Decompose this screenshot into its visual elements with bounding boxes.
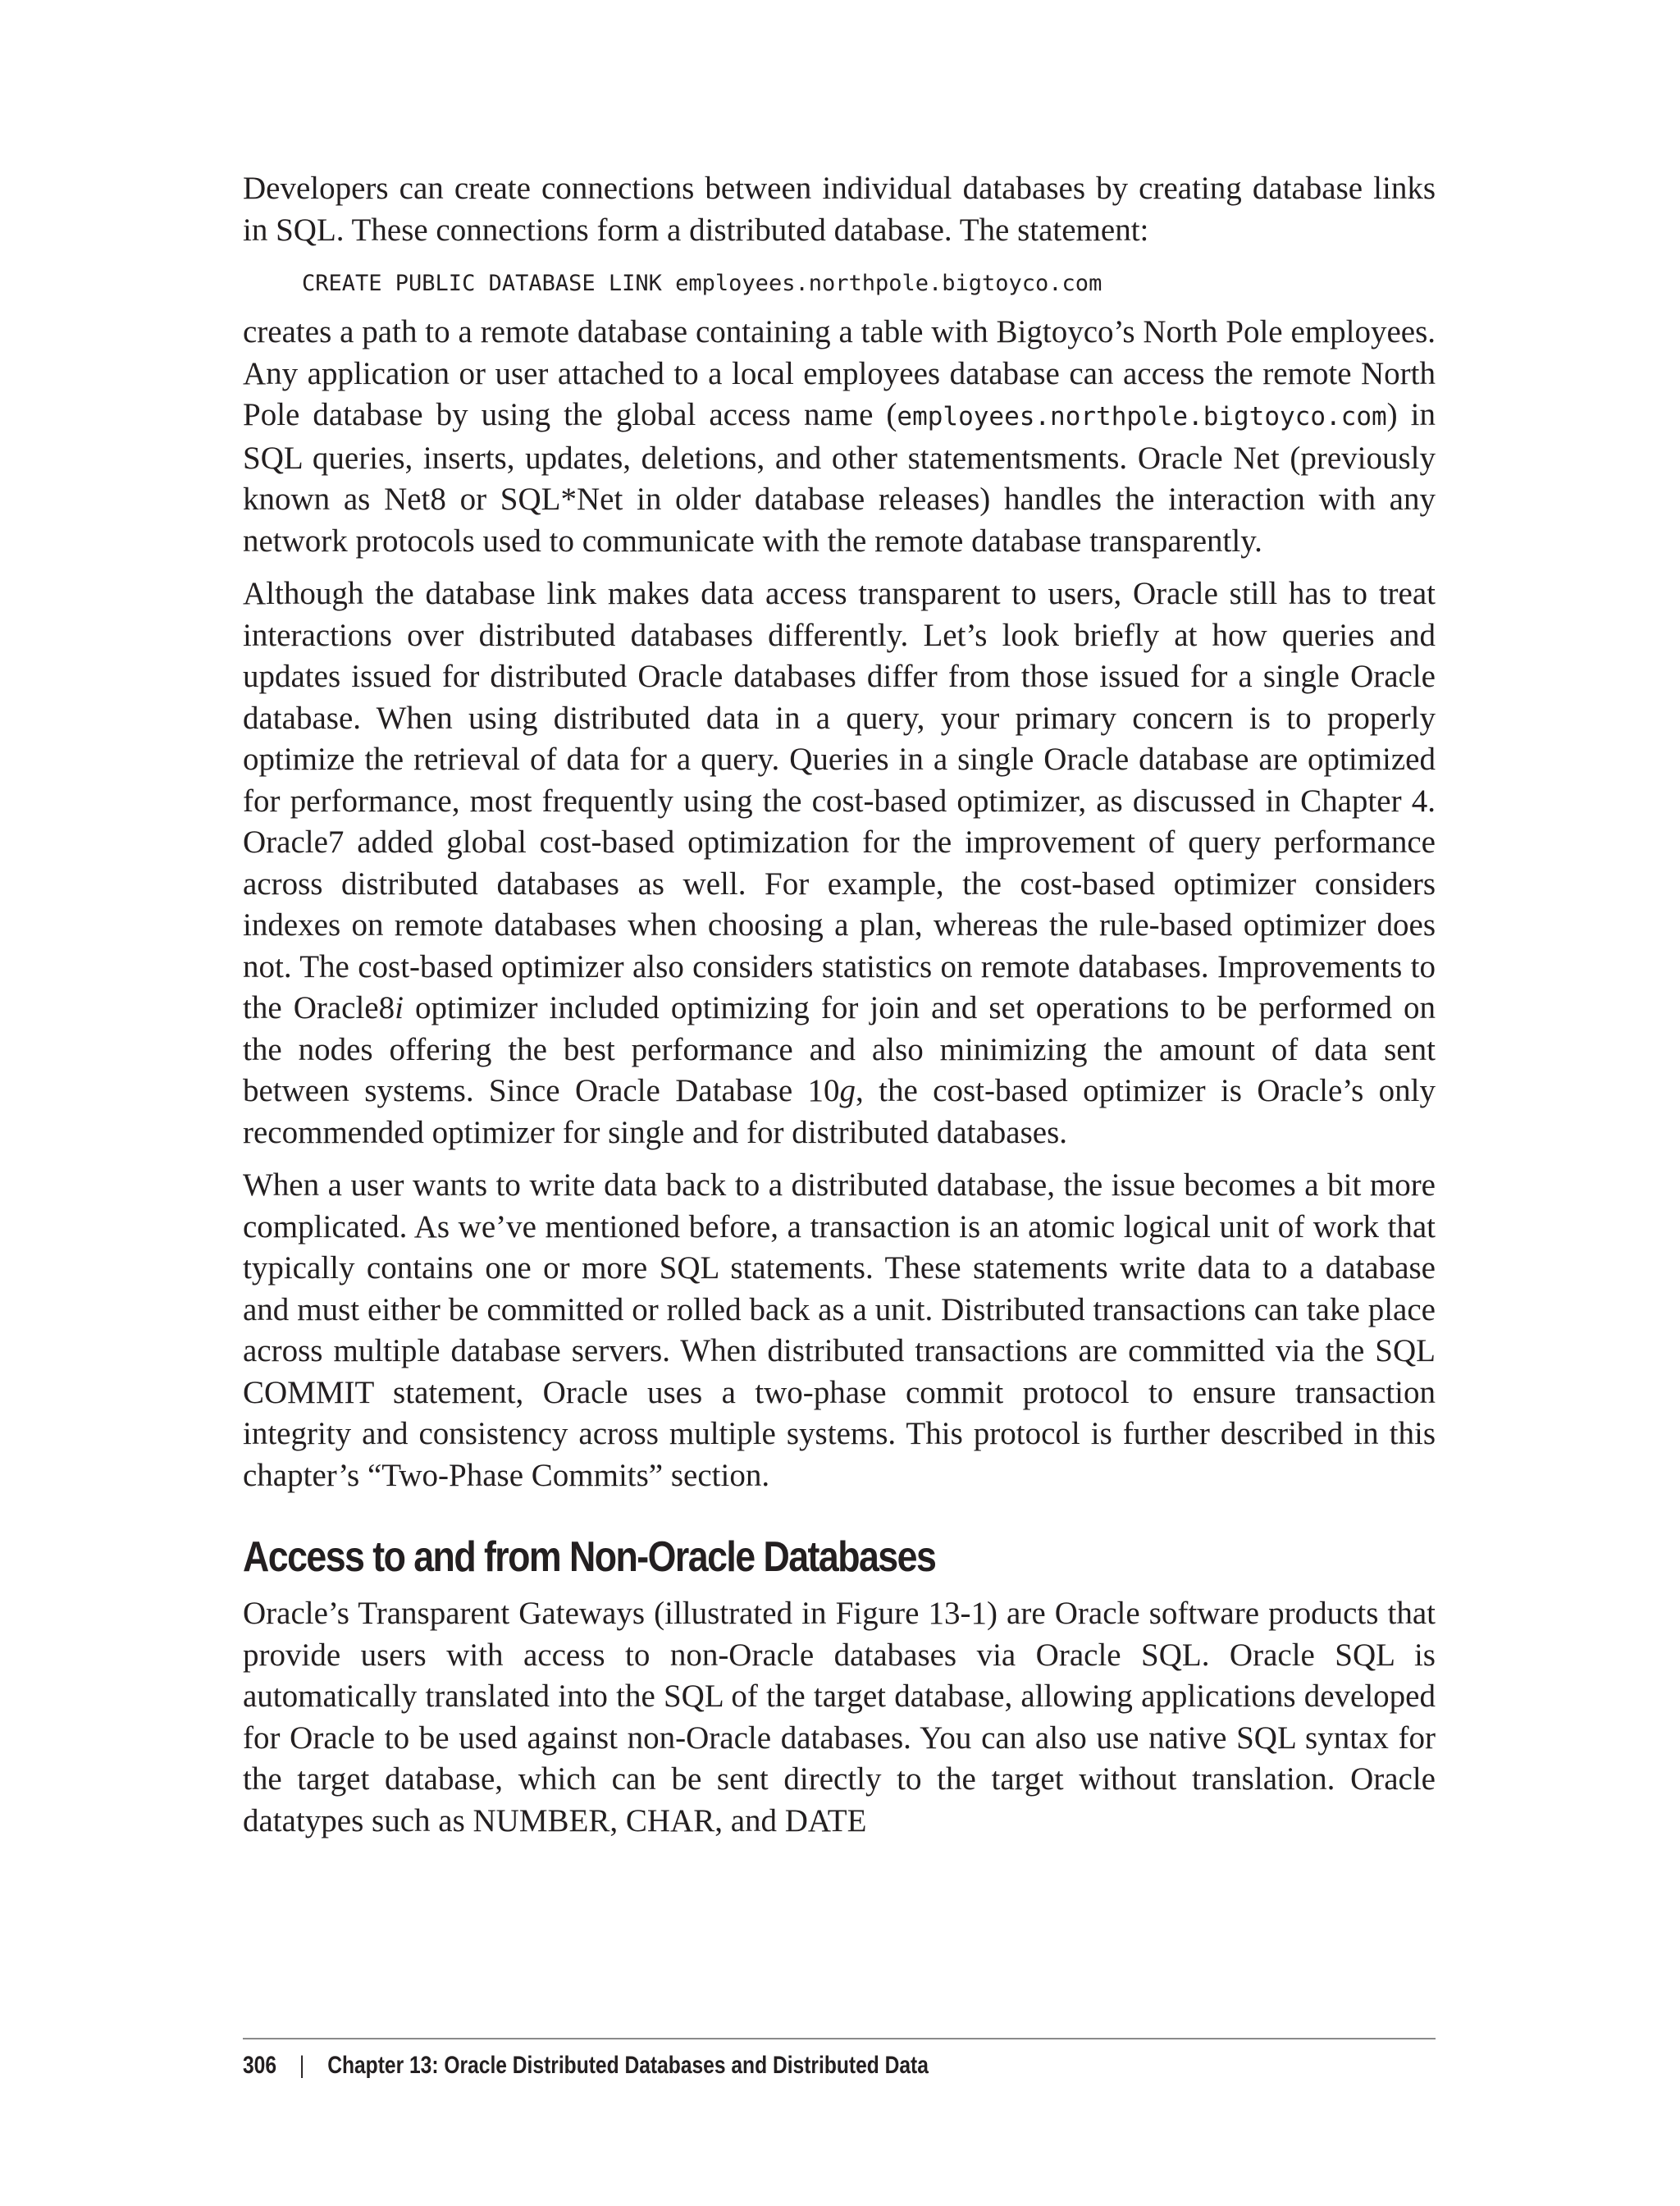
paragraph-database-links: Developers can create connections between individual databases by creating database links in SQL. These connections form a distributed database. The statement: [243, 171, 1436, 248]
paragraph-remote-path-text-a: creates a path to a remote database containing a table with Bigtoyco’s North Pole employees. Any application or user attached to a local employees database can access the remote North Pole database by using the global access name ( [243, 314, 1436, 432]
paragraph-distributed-queries-text-c: , the cost-based optimizer is Oracle’s only recommended optimizer for single and for distributed databases. [243, 1073, 1436, 1150]
footer-chapter-title: Chapter 13: Oracle Distributed Databases and Distributed Data [327, 2052, 929, 2079]
footer-separator: | [299, 2052, 305, 2079]
page-number: 306 [243, 2052, 277, 2079]
global-access-name-code: employees.​northpole.bigtoyco.com [897, 402, 1387, 432]
paragraph-distributed-queries-text-a: Although the database link makes data access transparent to users, Oracle still has to treat interactions over distributed databases differently. Let’s look briefly at how queries and updates issued for distributed Oracle databases differ from those issued for a single Oracle database. When using distributed data in a query, your primary concern is to properly optimize the retrieval of data for a query. Queries in a single Oracle database are optimized for performance, most frequently using the cost-based optimizer, as discussed in Chapter 4. Oracle7 added global cost-based optimization for the improvement of query performance across distributed databases as well. For example, the cost-based optimizer considers indexes on remote databases when choosing a plan, whereas the rule-based optimizer does not. The cost-based optimizer also considers statistics on remote databases. Improvements to the Oracle8 [243, 576, 1436, 1025]
oracle10g-italic-suffix: g [839, 1073, 856, 1108]
paragraph-remote-path [243, 312, 1436, 562]
paragraph-transparent-gateways: Oracle’s Transparent Gateways (illustrated in Figure 13-1) are Oracle software products that provide users with access to non-Oracle databases via Oracle SQL. Oracle SQL is automatically translated into the SQL of the target database, allowing applications developed for Oracle to be used against non-Oracle databases. You can also use native SQL syntax for the target database, which can be sent directly to the target without translation. Oracle datatypes such as NUMBER, CHAR, and DATE [243, 1596, 1436, 1838]
paragraph-remote-path-text-b: ) in SQL queries, inserts, updates, deletions, and other statementsments. Oracle Net (previously known as Net8 or SQL*Net in older database releases) handles the interaction with any network protocols used to communicate with the remote database transparently. [243, 397, 1436, 559]
code-create-database-link: CREATE PUBLIC DATABASE LINK employees.northpole.bigtoyco.com [302, 271, 1102, 296]
paragraph-distributed-queries-text-b: optimizer included optimizing for join and set operations to be performed on the nodes offering the best performance and also minimizing the amount of data sent between systems. Since Oracle Database 10 [243, 990, 1436, 1108]
paragraph-distributed-queries [243, 573, 1436, 1153]
page-body [243, 168, 1436, 1853]
section-heading-non-oracle-access: Access to and from Non-Oracle Databases [243, 1533, 936, 1581]
paragraph-distributed-transactions: When a user wants to write data back to a distributed database, the issue becomes a bit more complicated. As we’ve mentioned before, a transaction is an atomic logical unit of work that typically contains one or more SQL statements. These statements write data to a database and must either be committed or rolled back as a unit. Distributed transactions can take place across multiple database servers. When distributed transactions are committed via the SQL COMMIT statement, Oracle uses a two-phase commit protocol to ensure transaction integrity and consistency across multiple systems. This protocol is further described in this chapter’s “Two-Phase Commits” section. [243, 1167, 1436, 1493]
page-footer [243, 2038, 1436, 2080]
oracle8i-italic-suffix: i [395, 990, 404, 1025]
